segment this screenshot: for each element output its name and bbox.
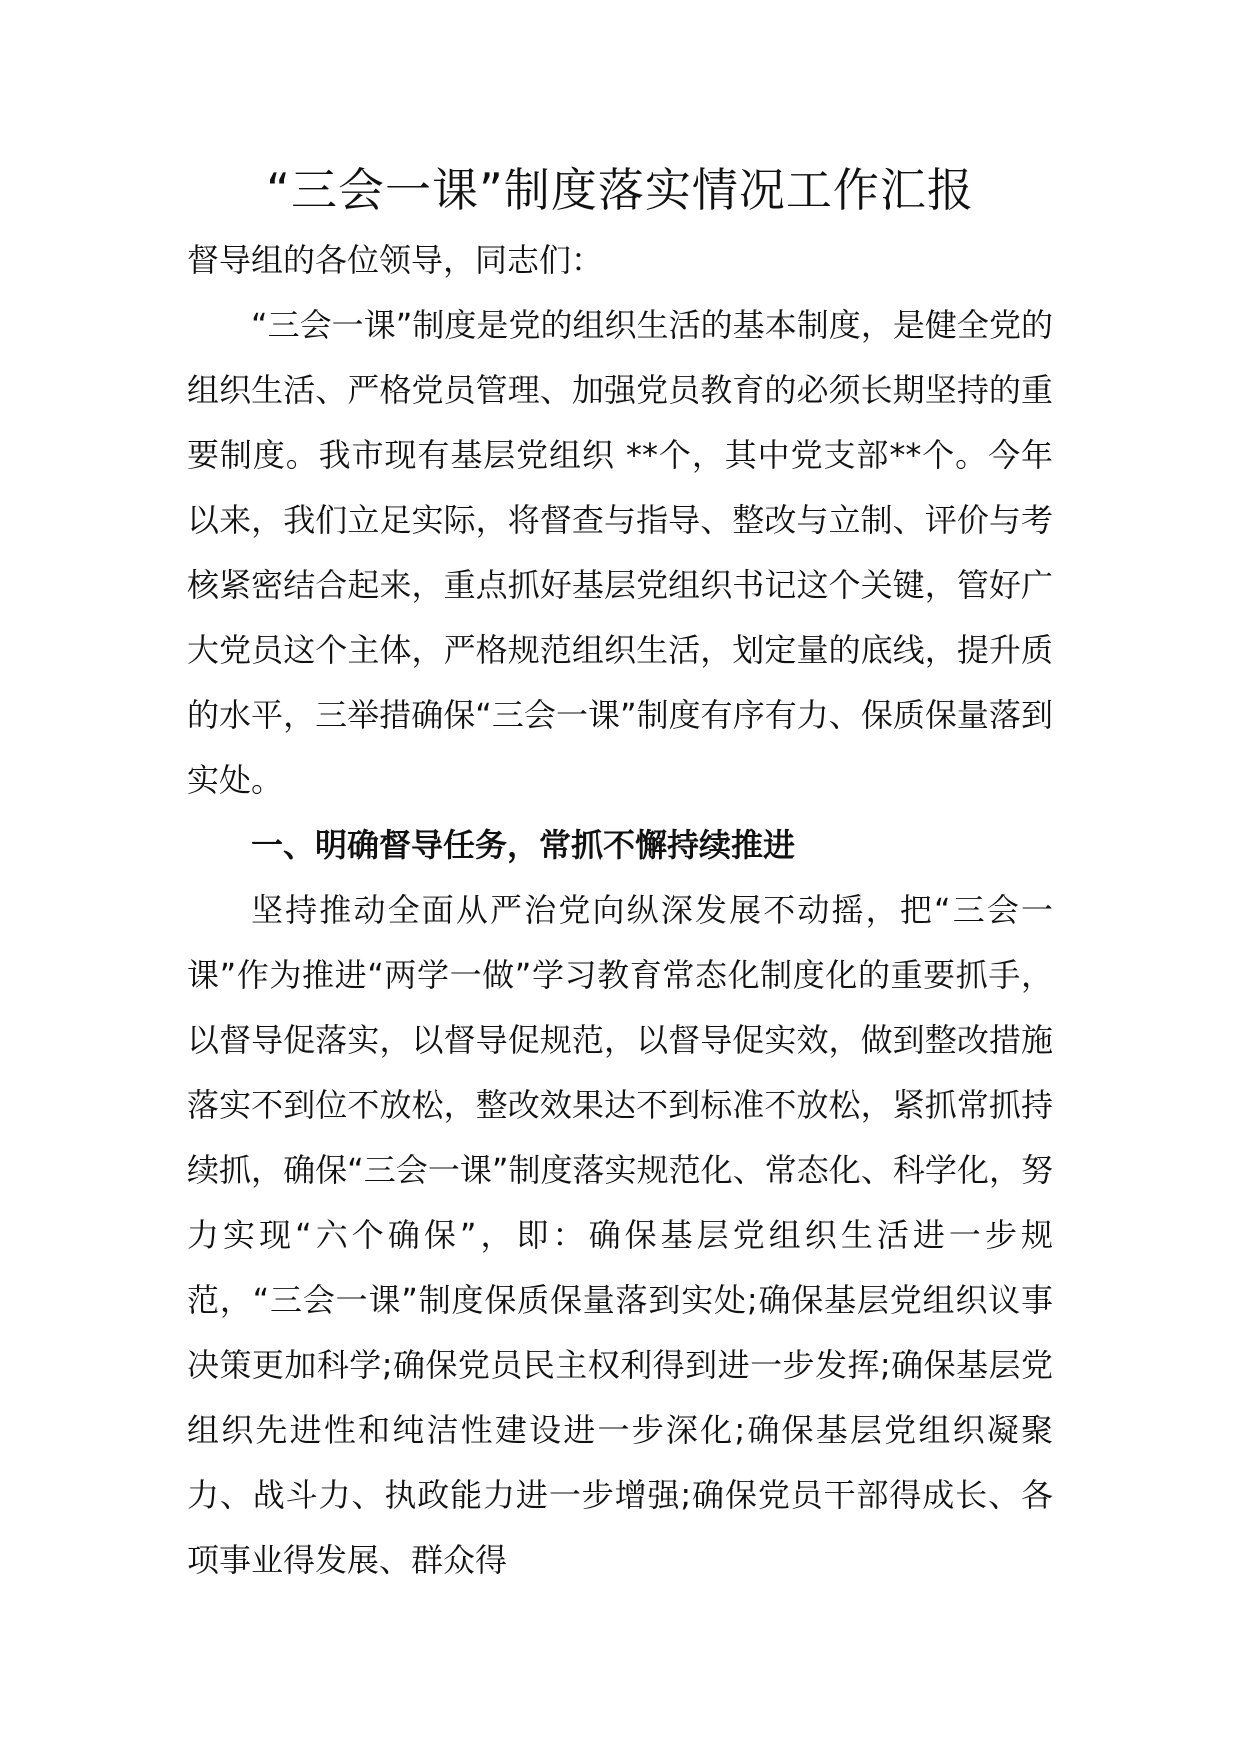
document-title: “三会一课”制度落实情况工作汇报 (266, 163, 974, 217)
section-heading: 一、明确督导任务，常抓不懈持续推进 (251, 826, 796, 864)
salutation: 督导组的各位领导，同志们： (187, 241, 604, 279)
document-body (187, 228, 1053, 1593)
section-paragraph: 坚持推动全面从严治党向纵深发展不动摇，把“三会一课”作为推进“两学一做”学习教育常态化制度化的重要抓手，以督导促落实，以督导促规范，以督导促实效，做到整改措施落实不到位不放松，整改效果达不到标准不放松，紧抓常抓持续抓，确保“三会一课”制度落实规范化、常态化、科学化，努力实现“六个确保”，即：确保基层党组织生活进一步规范，“三会一课”制度保质保量落到实处;确保基层党组织议事决策更加科学;确保党员民主权利得到进一步发挥;确保基层党组织先进性和纯洁性建设进一步深化;确保基层党组织凝聚力、战斗力、执政能力进一步增强;确保党员干部得成长、各项事业得发展、群众得 (187, 891, 1053, 1579)
intro-paragraph: “三会一课”制度是党的组织生活的基本制度，是健全党的组织生活、严格党员管理、加强党员教育的必须长期坚持的重要制度。我市现有基层党组织 **个，其中党支部**个。今年以来，我们立足实际，将督查与指导、整改与立制、评价与考核紧密结合起来，重点抓好基层党组织书记这个关键，管好广大党员这个主体，严格规范组织生活，划定量的底线，提升质的水平，三举措确保“三会一课”制度有序有力、保质保量落到实处。 (187, 306, 1053, 799)
